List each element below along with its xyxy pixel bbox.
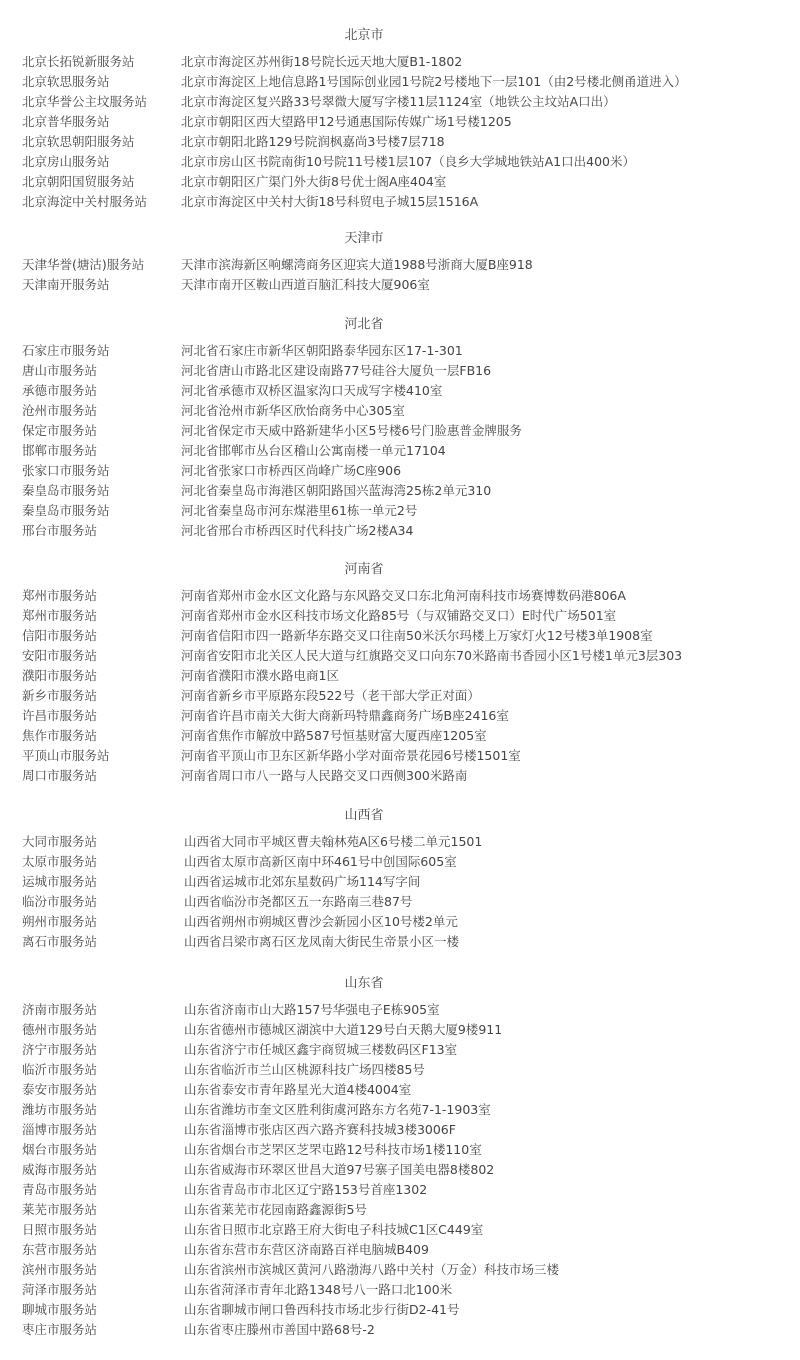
station-name: 许昌市服务站 <box>22 708 98 723</box>
station-name: 北京普华服务站 <box>22 114 110 129</box>
station-address: 北京市朝阳北路129号院润枫嘉尚3号楼7层718 <box>181 134 445 149</box>
station-name: 郑州市服务站 <box>22 588 98 603</box>
station-name: 临汾市服务站 <box>22 894 98 909</box>
station-address: 北京市海淀区上地信息路1号国际创业园1号院2号楼地下一层101（由2号楼北侧甬道进入） <box>181 74 687 89</box>
station-address: 山东省滨州市滨城区黄河八路渤海八路中关村（万金）科技市场三楼 <box>184 1262 560 1277</box>
station-name: 枣庄市服务站 <box>22 1322 98 1337</box>
station-address: 山东省济南市山大路157号华强电子E栋905室 <box>184 1002 440 1017</box>
station-address: 河南省郑州市金水区文化路与东风路交叉口东北角河南科技市场赛博数码港806A <box>181 588 626 603</box>
station-address: 河北省邢台市桥西区时代科技广场2楼A34 <box>181 523 414 538</box>
province-title: 山东省 <box>344 976 384 991</box>
station-name: 天津华誉(塘沽)服务站 <box>22 257 145 272</box>
station-address: 山西省吕梁市离石区龙凤南大街民生帝景小区一楼 <box>184 934 460 949</box>
station-name: 濮阳市服务站 <box>22 668 98 683</box>
station-name: 北京海淀中关村服务站 <box>22 194 148 209</box>
station-name: 唐山市服务站 <box>22 363 98 378</box>
station-name: 北京长拓锐新服务站 <box>22 54 135 69</box>
station-name: 秦皇岛市服务站 <box>22 503 110 518</box>
station-address: 山东省莱芜市花园南路鑫源街5号 <box>184 1202 367 1217</box>
station-address: 山东省聊城市闸口鲁西科技市场北步行街D2-41号 <box>184 1302 460 1317</box>
station-address: 河南省濮阳市濮水路电商1区 <box>181 668 339 683</box>
station-name: 邯郸市服务站 <box>22 443 98 458</box>
station-name: 滨州市服务站 <box>22 1262 98 1277</box>
station-name: 北京软思服务站 <box>22 74 110 89</box>
station-name: 北京房山服务站 <box>22 154 110 169</box>
station-name: 大同市服务站 <box>22 834 98 849</box>
station-name: 北京软思朝阳服务站 <box>22 134 135 149</box>
station-name: 德州市服务站 <box>22 1022 98 1037</box>
station-address: 北京市海淀区复兴路33号翠微大厦写字楼11层1124室（地铁公主坟站A口出） <box>181 94 616 109</box>
station-address: 山东省德州市德城区湖滨中大道129号白天鹅大厦9楼911 <box>184 1022 503 1037</box>
station-name: 聊城市服务站 <box>22 1302 98 1317</box>
province-title: 河南省 <box>344 562 384 577</box>
station-name: 北京华誉公主坟服务站 <box>22 94 148 109</box>
station-name: 焦作市服务站 <box>22 728 98 743</box>
station-name: 北京朝阳国贸服务站 <box>22 174 135 189</box>
station-name: 烟台市服务站 <box>22 1142 98 1157</box>
station-name: 菏泽市服务站 <box>22 1282 98 1297</box>
station-name: 周口市服务站 <box>22 768 98 783</box>
station-address: 山东省日照市北京路王府大街电子科技城C1区C449室 <box>184 1222 484 1237</box>
station-address: 山东省枣庄滕州市善国中路68号-2 <box>184 1322 375 1337</box>
station-name: 保定市服务站 <box>22 423 98 438</box>
station-name: 莱芜市服务站 <box>22 1202 98 1217</box>
station-name: 济南市服务站 <box>22 1002 98 1017</box>
station-address: 天津市南开区鞍山西道百脑汇科技大厦906室 <box>181 277 430 292</box>
station-name: 朔州市服务站 <box>22 914 98 929</box>
station-address: 山东省菏泽市青年北路1348号八一路口北100米 <box>184 1282 453 1297</box>
station-name: 泰安市服务站 <box>22 1082 98 1097</box>
station-address: 河南省安阳市北关区人民大道与红旗路交叉口向东70米路南书香园小区1号楼1单元3层303 <box>181 648 683 663</box>
station-address: 河北省唐山市路北区建设南路77号硅谷大厦负一层FB16 <box>181 363 492 378</box>
province-title: 天津市 <box>344 231 384 246</box>
station-name: 天津南开服务站 <box>22 277 110 292</box>
station-name: 石家庄市服务站 <box>22 343 110 358</box>
station-name: 秦皇岛市服务站 <box>22 483 110 498</box>
province-title: 河北省 <box>344 317 384 332</box>
station-name: 郑州市服务站 <box>22 608 98 623</box>
station-name: 淄博市服务站 <box>22 1122 98 1137</box>
station-address: 河南省焦作市解放中路587号恒基财富大厦西座1205室 <box>181 728 487 743</box>
station-address: 河北省承德市双桥区温家沟口天成写字楼410室 <box>181 383 443 398</box>
station-address: 河南省平顶山市卫东区新华路小学对面帝景花园6号楼1501室 <box>181 748 521 763</box>
station-address: 河北省石家庄市新华区朝阳路泰华园东区17-1-301 <box>181 343 463 358</box>
station-address: 河南省郑州市金水区科技市场文化路85号（与双铺路交叉口）E时代广场501室 <box>181 608 617 623</box>
station-address: 河北省张家口市桥西区尚峰广场C座906 <box>181 463 402 478</box>
station-name: 青岛市服务站 <box>22 1182 98 1197</box>
station-address: 河南省信阳市四一路新华东路交叉口往南50米沃尔玛楼上万家灯火12号楼3单1908室 <box>181 628 653 643</box>
station-address: 山东省淄博市张店区西六路齐赛科技城3楼3006F <box>184 1122 456 1137</box>
station-address: 河南省新乡市平原路东段522号（老干部大学正对面） <box>181 688 480 703</box>
station-address: 山东省青岛市市北区辽宁路153号首座1302 <box>184 1182 428 1197</box>
station-address: 河北省邯郸市丛台区稽山公寓南楼一单元17104 <box>181 443 446 458</box>
station-address: 山东省泰安市青年路星光大道4楼4004室 <box>184 1082 412 1097</box>
station-name: 平顶山市服务站 <box>22 748 110 763</box>
station-address: 山东省济宁市任城区鑫宇商贸城三楼数码区F13室 <box>184 1042 458 1057</box>
station-address: 北京市海淀区中关村大街18号科贸电子城15层1516A <box>181 194 479 209</box>
station-address: 河北省保定市天威中路新建华小区5号楼6号门脸惠普金牌服务 <box>181 423 522 438</box>
station-address: 山东省潍坊市奎文区胜利街虞河路东方名苑7-1-1903室 <box>184 1102 491 1117</box>
station-address: 山东省东营市东营区济南路百祥电脑城B409 <box>184 1242 429 1257</box>
station-address: 北京市海淀区苏州街18号院长远天地大厦B1-1802 <box>181 54 463 69</box>
station-address: 山东省烟台市芝罘区芝罘屯路12号科技市场1楼110室 <box>184 1142 482 1157</box>
station-address: 河北省沧州市新华区欣怡商务中心305室 <box>181 403 405 418</box>
station-address: 山西省运城市北郊东星数码广场114写字间 <box>184 874 421 889</box>
station-address: 山西省太原市高新区南中环461号中创国际605室 <box>184 854 457 869</box>
station-address: 山东省临沂市兰山区桃源科技广场四楼85号 <box>184 1062 425 1077</box>
station-address: 山西省朔州市朔城区曹沙会新园小区10号楼2单元 <box>184 914 458 929</box>
station-address: 北京市朝阳区西大望路甲12号通惠国际传媒广场1号楼1205 <box>181 114 512 129</box>
station-address: 河南省许昌市南关大街大商新玛特鼎鑫商务广场B座2416室 <box>181 708 509 723</box>
station-name: 新乡市服务站 <box>22 688 98 703</box>
station-name: 东营市服务站 <box>22 1242 98 1257</box>
station-address: 天津市滨海新区响螺湾商务区迎宾大道1988号浙商大厦B座918 <box>181 257 533 272</box>
station-name: 信阳市服务站 <box>22 628 98 643</box>
station-name: 沧州市服务站 <box>22 403 98 418</box>
station-address: 山西省大同市平城区曹夫翰林苑A区6号楼二单元1501 <box>184 834 483 849</box>
station-name: 安阳市服务站 <box>22 648 98 663</box>
station-address: 河北省秦皇岛市海港区朝阳路国兴蓝海湾25栋2单元310 <box>181 483 492 498</box>
station-name: 承德市服务站 <box>22 383 98 398</box>
station-address: 山东省威海市环翠区世昌大道97号寨子国美电器8楼802 <box>184 1162 495 1177</box>
station-name: 潍坊市服务站 <box>22 1102 98 1117</box>
station-address: 北京市朝阳区广渠门外大街8号优士阁A座404室 <box>181 174 447 189</box>
station-name: 太原市服务站 <box>22 854 98 869</box>
station-name: 运城市服务站 <box>22 874 98 889</box>
station-address: 河南省周口市八一路与人民路交叉口西侧300米路南 <box>181 768 468 783</box>
province-title: 山西省 <box>344 808 384 823</box>
station-address: 北京市房山区书院南街10号院11号楼1层107（良乡大学城地铁站A1口出400米） <box>181 154 635 169</box>
station-name: 日照市服务站 <box>22 1222 98 1237</box>
station-name: 威海市服务站 <box>22 1162 98 1177</box>
station-name: 临沂市服务站 <box>22 1062 98 1077</box>
station-name: 张家口市服务站 <box>22 463 110 478</box>
station-address: 山西省临汾市尧都区五一东路南三巷87号 <box>184 894 413 909</box>
station-name: 邢台市服务站 <box>22 523 98 538</box>
station-name: 济宁市服务站 <box>22 1042 98 1057</box>
station-name: 离石市服务站 <box>22 934 98 949</box>
station-address: 河北省秦皇岛市河东煤港里61栋一单元2号 <box>181 503 418 518</box>
province-title: 北京市 <box>344 28 384 43</box>
